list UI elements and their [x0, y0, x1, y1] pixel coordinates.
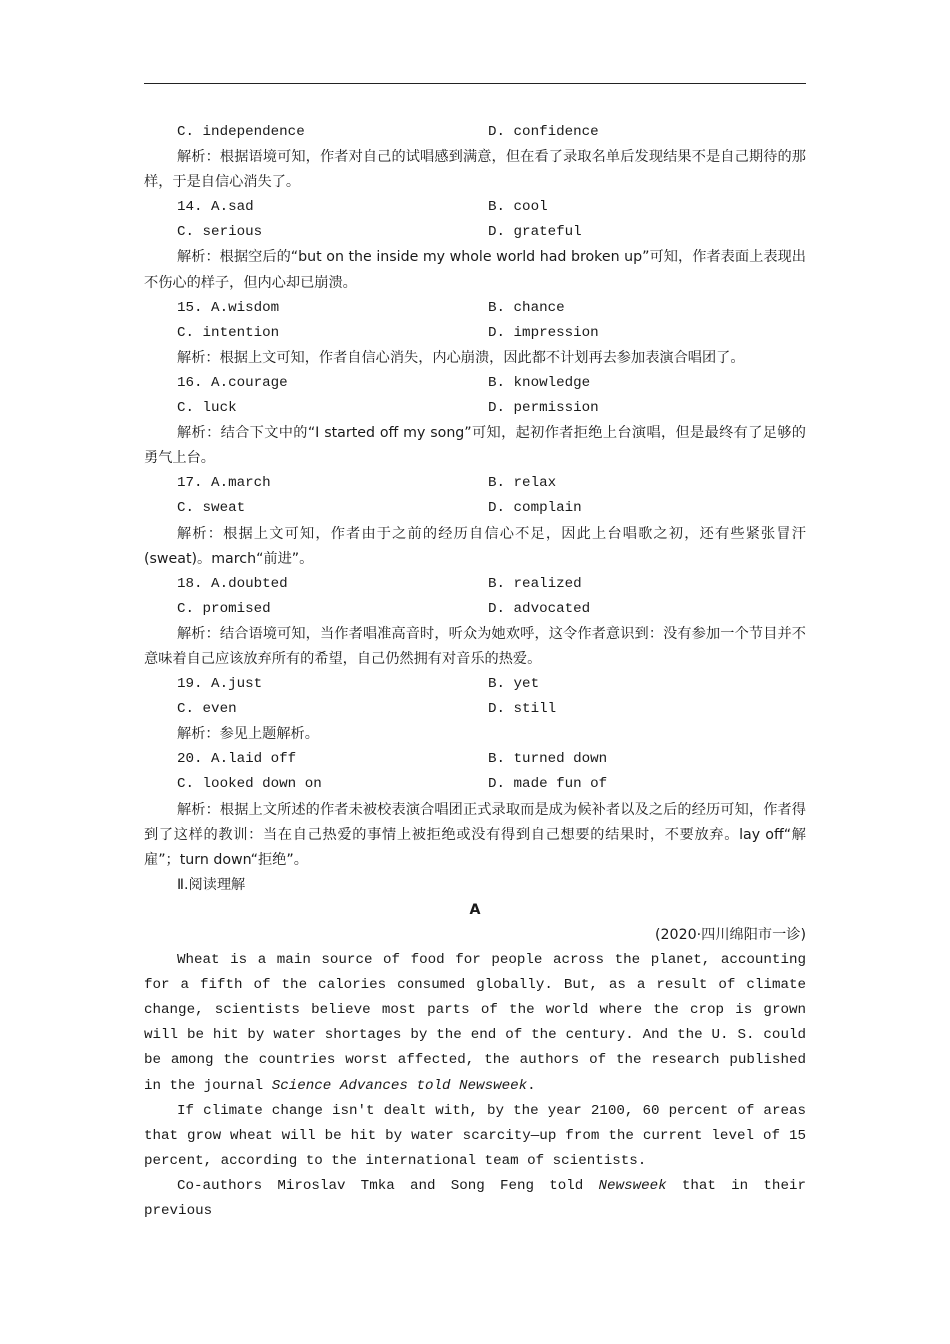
option-b: B. relax	[488, 475, 557, 492]
explanation: 解析：根据空后的“but on the inside my whole world had broken up”可知，作者表面上表现出不伤心的样子，但内心却已崩溃。	[144, 249, 806, 291]
option-row	[144, 195, 806, 220]
option-c: C. even	[177, 701, 237, 718]
option-a: 20. A.laid off	[177, 751, 297, 768]
option-a: 16. A.courage	[177, 374, 288, 391]
header-rule	[144, 83, 806, 84]
option-b: B. chance	[488, 299, 565, 316]
explanation: 解析：根据上文可知，作者自信心消失，内心崩溃，因此都不计划再去参加表演合唱团了。	[177, 349, 745, 366]
explanation: 解析：结合下文中的“I started off my song”可知，起初作者拒绝上台演唱，但是最终有了足够的勇气上台。	[144, 425, 806, 467]
journal-name: Science Advances told Newsweek	[271, 1077, 528, 1094]
section-heading: Ⅱ.阅读理解	[177, 876, 246, 893]
paragraph-text: Co-authors Miroslav Tmka and Song Feng told	[177, 1177, 599, 1194]
option-c: C. serious	[177, 224, 263, 241]
option-d: D. confidence	[488, 124, 599, 140]
option-b: B. yet	[488, 676, 540, 693]
magazine-name: Newsweek	[598, 1177, 667, 1194]
option-row	[144, 296, 806, 321]
source-citation: (2020·四川绵阳市一诊)	[655, 927, 806, 943]
option-b: B. cool	[488, 199, 548, 216]
option-row	[144, 396, 806, 421]
option-a: 18. A.doubted	[177, 575, 288, 592]
option-row	[144, 572, 806, 597]
option-row	[144, 772, 806, 797]
option-d: D. advocated	[488, 600, 591, 617]
paragraph-text: that in their previous	[144, 1177, 806, 1220]
passage-paragraph: If climate change isn't dealt with, by the year 2100, 60 percent of areas that grow wheat will be hit by water scarcity—up from the current level of 15 percent, according to the international team of scientists.	[144, 1102, 806, 1169]
option-c: C. promised	[177, 600, 271, 617]
option-row	[144, 496, 806, 521]
paragraph-end: .	[527, 1077, 536, 1094]
passage-paragraph	[144, 948, 806, 1099]
passage-paragraph	[144, 1174, 806, 1224]
option-d: D. impression	[488, 324, 599, 341]
option-a: 19. A.just	[177, 676, 263, 693]
passage-label: A	[469, 901, 481, 918]
option-row	[144, 471, 806, 496]
option-d: D. grateful	[488, 224, 582, 241]
option-d: D. complain	[488, 500, 582, 517]
explanation: 解析：参见上题解析。	[177, 726, 319, 743]
option-row	[144, 697, 806, 722]
option-c: C. looked down on	[177, 776, 322, 793]
option-b: B. knowledge	[488, 374, 591, 391]
option-a: 14. A.sad	[177, 199, 254, 216]
option-row	[144, 747, 806, 772]
option-a: 15. A.wisdom	[177, 299, 280, 316]
explanation: 解析：根据上文所述的作者未被校表演合唱团正式录取而是成为候补者以及之后的经历可知，作者得到了这样的教训：当在自己热爱的事情上被拒绝或没有得到自己想要的结果时，不要放弃。lay off“解雇”；turn down“拒绝”。	[144, 801, 806, 868]
option-row	[144, 371, 806, 396]
option-row	[144, 597, 806, 622]
option-d: D. still	[488, 701, 557, 718]
option-a: 17. A.march	[177, 475, 271, 492]
option-b: B. realized	[488, 575, 582, 592]
explanation: 解析：根据上文可知，作者由于之前的经历自信心不足，因此上台唱歌之初，还有些紧张冒汗(sweat)。march“前进”。	[144, 525, 806, 567]
option-c: C. sweat	[177, 500, 246, 517]
option-d: D. made fun of	[488, 776, 608, 793]
explanation: 解析：根据语境可知，作者对自己的试唱感到满意，但在看了录取名单后发现结果不是自己期待的那样，于是自信心消失了。	[144, 149, 806, 191]
option-c: C. independence	[177, 124, 305, 140]
option-row	[144, 220, 806, 245]
option-row	[144, 672, 806, 697]
option-row	[144, 321, 806, 346]
document-body	[144, 120, 806, 1224]
paragraph-text: Wheat is a main source of food for people across the planet, accounting for a fifth of the calories consumed globally. But, as a result of climate change, scientists believe most parts of the world where the crop is grown will be hit by water shortages by the end of the century. And the U. S. could be among the countries worst affected, the authors of the research published in the journal	[144, 952, 806, 1094]
option-c: C. intention	[177, 324, 280, 341]
explanation: 解析：结合语境可知，当作者唱准高音时，听众为她欢呼，这令作者意识到：没有参加一个节目并不意味着自己应该放弃所有的希望，自己仍然拥有对音乐的热爱。	[144, 625, 806, 667]
option-row	[144, 120, 806, 145]
option-c: C. luck	[177, 400, 237, 417]
option-b: B. turned down	[488, 751, 608, 768]
option-d: D. permission	[488, 400, 599, 417]
